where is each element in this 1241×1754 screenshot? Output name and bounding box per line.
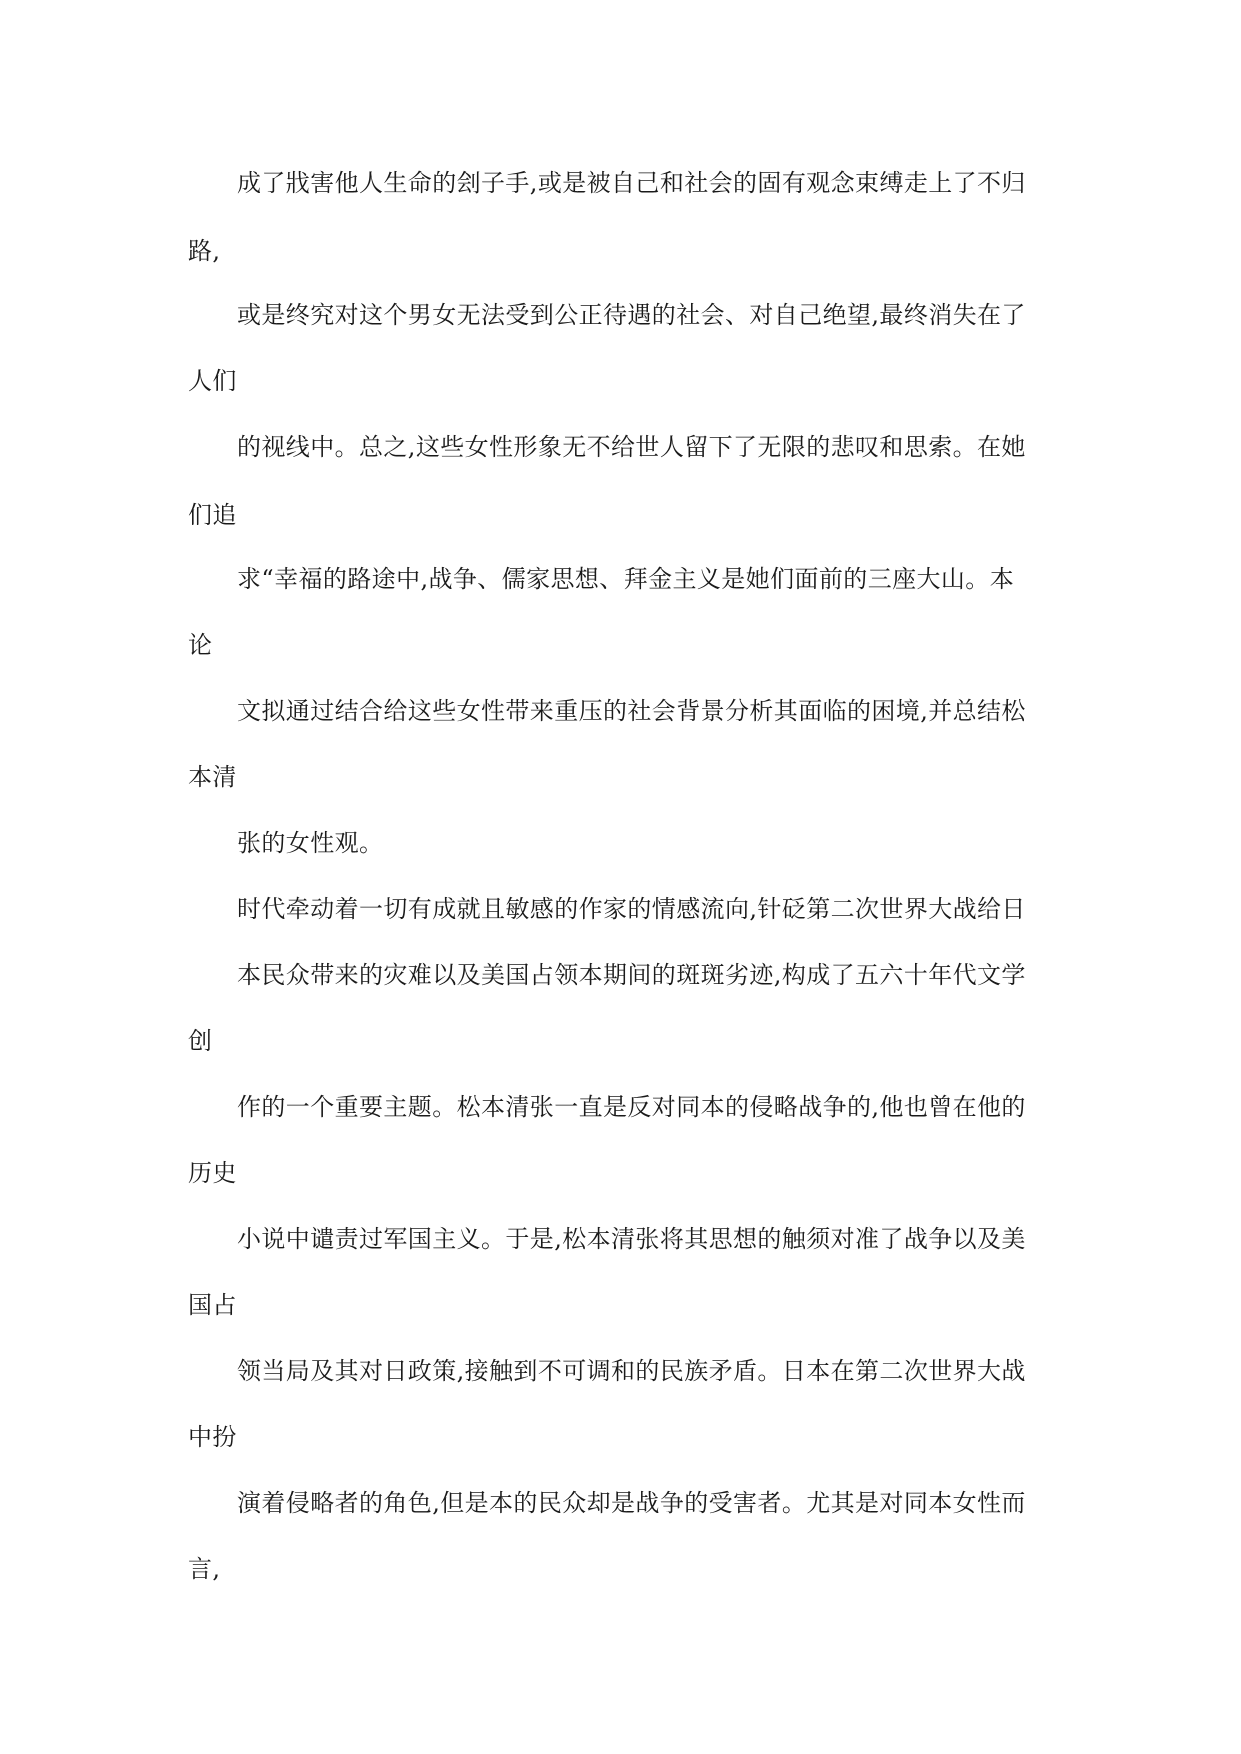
text-line: 领当局及其对日政策,接触到不可调和的民族矛盾。日本在第二次世界大战 (237, 1357, 1026, 1385)
text-line: 中扮 (188, 1423, 237, 1451)
text-line: 或是终究对这个男女无法受到公正待遇的社会、对自己绝望,最终消失在了 (237, 301, 1026, 329)
text-line: 们追 (188, 501, 237, 529)
text-line: 小说中谴责过军国主义。于是,松本清张将其思想的触须对准了战争以及美 (237, 1225, 1026, 1253)
text-line: 创 (188, 1027, 213, 1055)
text-line: 本清 (188, 763, 237, 791)
text-line: 求“幸福的路途中,战争、儒家思想、拜金主义是她们面前的三座大山。本 (237, 565, 1015, 593)
text-line: 的视线中。总之,这些女性形象无不给世人留下了无限的悲叹和思索。在她 (237, 433, 1026, 461)
text-line: 言, (188, 1555, 221, 1583)
text-line: 作的一个重要主题。松本清张一直是反对同本的侵略战争的,他也曾在他的 (237, 1093, 1026, 1121)
text-line: 张的女性观。 (237, 829, 384, 857)
text-line: 国占 (188, 1291, 237, 1319)
text-line: 文拟通过结合给这些女性带来重压的社会背景分析其面临的困境,并总结松 (237, 697, 1026, 725)
text-line: 成了戕害他人生命的刽子手,或是被自己和社会的固有观念束缚走上了不归 (237, 169, 1026, 197)
text-line: 历史 (188, 1159, 237, 1187)
text-line: 时代牵动着一切有成就且敏感的作家的情感流向,针砭第二次世界大战给日 (237, 895, 1026, 923)
text-line: 演着侵略者的角色,但是本的民众却是战争的受害者。尤其是对同本女性而 (237, 1489, 1026, 1517)
text-line: 人们 (188, 367, 237, 395)
text-line: 路, (188, 237, 221, 265)
text-line: 论 (188, 631, 213, 659)
text-line: 本民众带来的灾难以及美国占领本期间的斑斑劣迹,构成了五六十年代文学 (237, 961, 1026, 989)
